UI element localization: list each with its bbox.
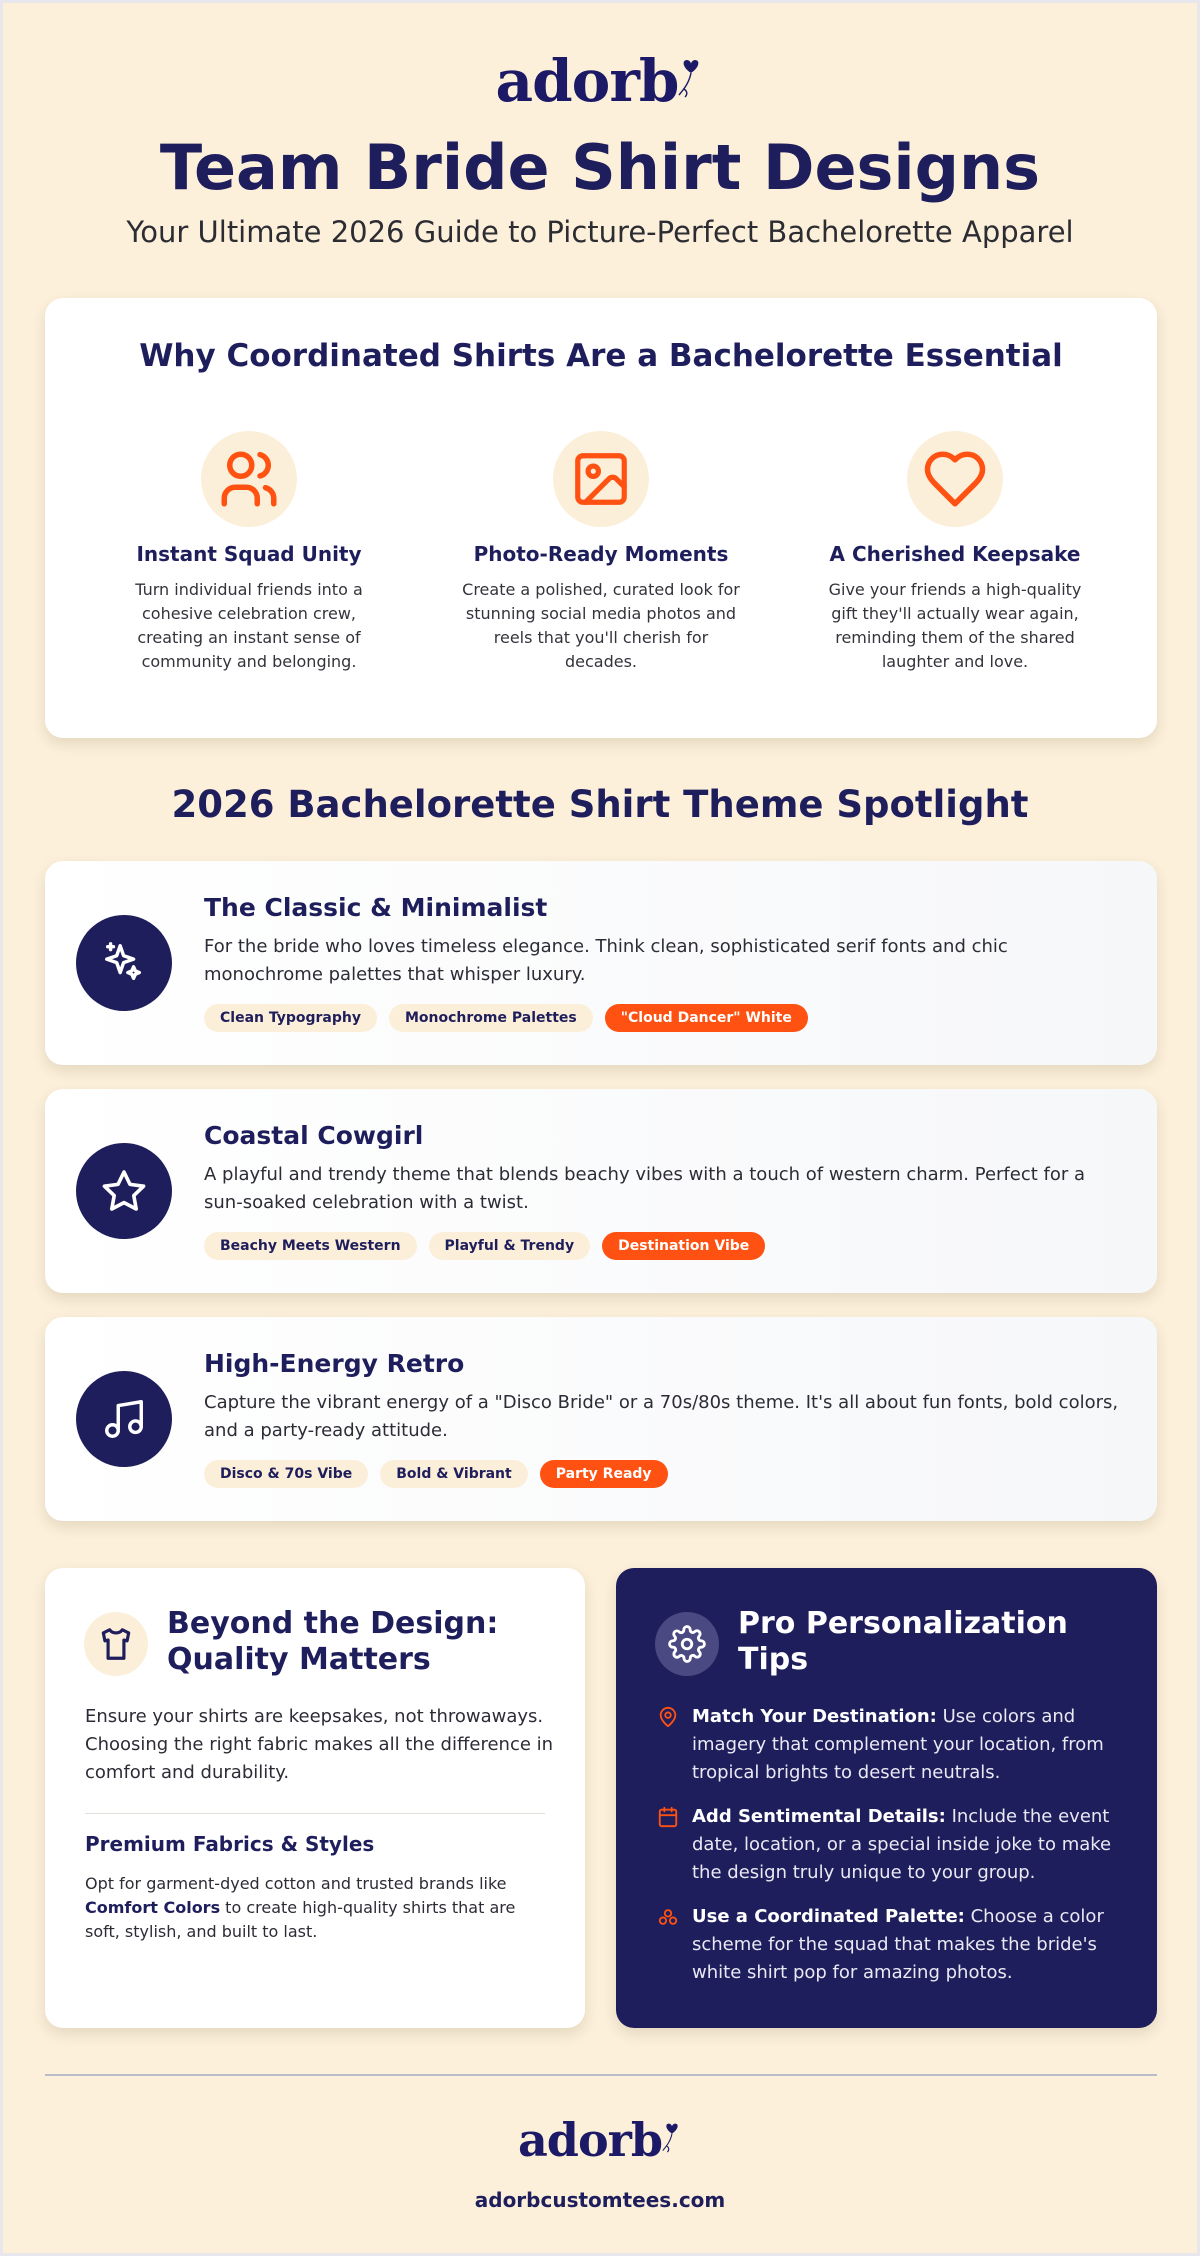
tip-item	[656, 1703, 1126, 1787]
quality-body	[85, 1872, 555, 1944]
footer-logo	[3, 2113, 1197, 2169]
theme-tags	[204, 1004, 808, 1032]
tip-item	[656, 1903, 1126, 1987]
themes-section-title: 2026 Bachelorette Shirt Theme Spotlight	[171, 783, 1029, 826]
quality-subtitle: Premium Fabrics & Styles	[85, 1832, 375, 1856]
quality-title: Beyond the Design: Quality Matters	[167, 1606, 499, 1677]
tip-text	[692, 1803, 1126, 1887]
theme-tag: Disco & 70s Vibe	[204, 1460, 368, 1488]
theme-tag: Playful & Trendy	[429, 1232, 591, 1260]
star-icon	[100, 1167, 148, 1215]
tip-label: Use a Coordinated Palette:	[692, 1906, 965, 1927]
theme-tag-highlight: "Cloud Dancer" White	[605, 1004, 808, 1032]
feature-title: Photo-Ready Moments	[473, 542, 729, 566]
logo-text: adorb	[495, 47, 679, 115]
page-title: Team Bride Shirt Designs	[159, 131, 1041, 204]
theme-title: Coastal Cowgirl	[204, 1121, 424, 1150]
logo-text: adorb	[517, 2113, 663, 2167]
footer-website-link[interactable]: adorbcustomtees.com	[474, 2188, 726, 2212]
theme-tags	[204, 1232, 765, 1260]
feature-icon-circle	[553, 431, 649, 527]
quality-body-text: to create high-quality shirts that are soft, stylish, and built to last.	[85, 1898, 516, 1941]
tips-card	[616, 1568, 1157, 2028]
map-pin-icon	[656, 1705, 680, 1729]
feature-icon-circle	[907, 431, 1003, 527]
feature-text: Create a polished, curated look for stunning social media photos and reels that you'll cherish for decades.	[462, 580, 740, 671]
tip-label: Match Your Destination:	[692, 1706, 937, 1727]
tip-body: Choose a color scheme for the squad that makes the bride's white shirt pop for amazing photos.	[692, 1906, 1104, 1983]
logo-heart-icon	[662, 2113, 682, 2167]
feature-keepsake	[815, 431, 1095, 674]
theme-card-classic	[45, 861, 1157, 1065]
users-icon	[216, 446, 282, 512]
shirt-icon	[97, 1625, 135, 1663]
image-icon	[570, 448, 632, 510]
tip-body: Include the event date, location, or a special inside joke to make the design truly unique to your group.	[692, 1806, 1112, 1883]
theme-tag: Monochrome Palettes	[389, 1004, 593, 1032]
tips-icon-circle	[655, 1612, 719, 1676]
feature-title: Instant Squad Unity	[136, 542, 362, 566]
why-section-title: Why Coordinated Shirts Are a Bachelorette Essential	[139, 338, 1063, 374]
theme-tag-highlight: Party Ready	[540, 1460, 668, 1488]
page-subtitle: Your Ultimate 2026 Guide to Picture-Perfect Bachelorette Apparel	[126, 215, 1074, 249]
quality-body-text: Opt for garment-dyed cotton and trusted brands like	[85, 1874, 507, 1893]
theme-card-retro	[45, 1317, 1157, 1521]
feature-icon-circle	[201, 431, 297, 527]
feature-text: Give your friends a high-quality gift they'll actually wear again, reminding them of the shared laughter and love.	[828, 580, 1082, 671]
quality-intro: Ensure your shirts are keepsakes, not throwaways. Choosing the right fabric makes all the difference in comfort and durability.	[85, 1706, 554, 1783]
theme-icon-circle	[76, 915, 172, 1011]
feature-title: A Cherished Keepsake	[829, 542, 1081, 566]
logo-heart-icon	[678, 47, 704, 115]
tip-text	[692, 1703, 1126, 1787]
feature-squad-unity	[109, 431, 389, 674]
quality-icon-circle	[84, 1612, 148, 1676]
heart-icon	[922, 446, 988, 512]
theme-tags	[204, 1460, 668, 1488]
tip-item	[656, 1803, 1126, 1887]
theme-tag: Clean Typography	[204, 1004, 377, 1032]
theme-description: A playful and trendy theme that blends beachy vibes with a touch of western charm. Perfect for a sun-soaked celebration with a twist.	[204, 1164, 1086, 1213]
theme-title: The Classic & Minimalist	[204, 893, 548, 922]
why-section-card	[45, 298, 1157, 738]
footer-divider	[45, 2074, 1157, 2076]
gear-icon	[668, 1625, 706, 1663]
palette-icon	[656, 1905, 680, 1929]
infographic-page	[3, 3, 1197, 2253]
calendar-icon	[656, 1805, 680, 1829]
quality-card	[45, 1568, 585, 2028]
theme-icon-circle	[76, 1371, 172, 1467]
quality-divider	[85, 1813, 545, 1814]
tips-title: Pro Personalization Tips	[738, 1606, 1068, 1677]
tip-body: Use colors and imagery that complement your location, from tropical brights to desert neutrals.	[692, 1706, 1104, 1783]
theme-tag-highlight: Destination Vibe	[602, 1232, 765, 1260]
sparkles-icon	[101, 940, 147, 986]
quality-brand-name: Comfort Colors	[85, 1898, 221, 1917]
feature-photo-ready	[461, 431, 741, 674]
theme-description: Capture the vibrant energy of a "Disco Bride" or a 70s/80s theme. It's all about fun fonts, bold colors, and a party-ready attitude.	[204, 1392, 1119, 1441]
tip-label: Add Sentimental Details:	[692, 1806, 946, 1827]
theme-tag: Beachy Meets Western	[204, 1232, 417, 1260]
theme-icon-circle	[76, 1143, 172, 1239]
theme-description: For the bride who loves timeless elegance. Think clean, sophisticated serif fonts and chic monochrome palettes that whisper luxury.	[204, 936, 1008, 985]
tip-text	[692, 1903, 1126, 1987]
music-icon	[101, 1396, 147, 1442]
theme-tag: Bold & Vibrant	[380, 1460, 528, 1488]
feature-text: Turn individual friends into a cohesive celebration crew, creating an instant sense of community and belonging.	[135, 580, 363, 671]
brand-logo	[3, 47, 1197, 117]
theme-card-coastal-cowgirl	[45, 1089, 1157, 1293]
theme-title: High-Energy Retro	[204, 1349, 465, 1378]
